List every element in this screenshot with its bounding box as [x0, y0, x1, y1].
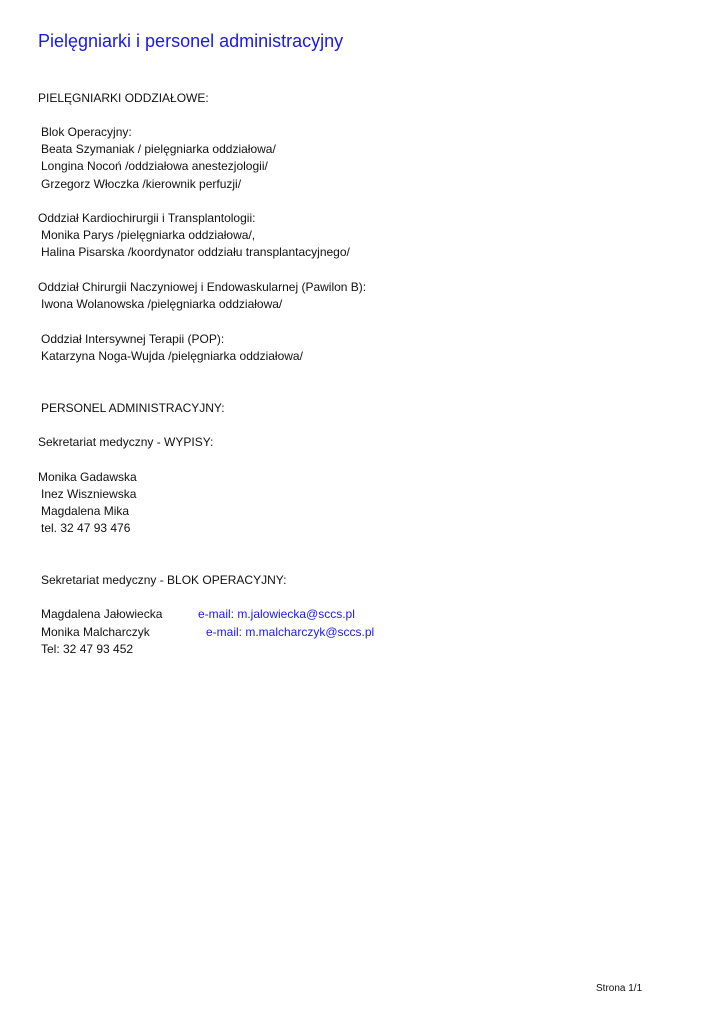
staff-line: Katarzyna Noga-Wujda /pielęgniarka oddziałowa/: [41, 349, 303, 363]
nurses-heading: PIELĘGNIARKI ODDZIAŁOWE:: [38, 91, 209, 105]
email-link[interactable]: e-mail: m.jalowiecka@sccs.pl: [198, 607, 355, 621]
vascular-surgery-heading: Oddział Chirurgii Naczyniowej i Endowaskularnej (Pawilon B):: [38, 280, 367, 294]
operating-block-heading: Blok Operacyjny:: [41, 125, 132, 139]
staff-line: Grzegorz Włoczka /kierownik perfuzji/: [41, 177, 242, 191]
intensive-care-heading: Oddział Intersywnej Terapii (POP):: [41, 332, 225, 346]
operating-secretariat-heading: Sekretariat medyczny - BLOK OPERACYJNY:: [41, 573, 287, 587]
staff-line: Monika Malcharczyk: [41, 625, 150, 639]
staff-line: Longina Nocoń /oddziałowa anestezjologii/: [41, 159, 268, 173]
discharge-secretariat-heading: Sekretariat medyczny - WYPISY:: [38, 435, 214, 449]
staff-line: Magdalena Jałowiecka: [41, 607, 163, 621]
staff-line: Monika Gadawska: [38, 470, 137, 484]
phone-number: Tel: 32 47 93 452: [41, 642, 134, 656]
staff-line: Inez Wiszniewska: [41, 487, 137, 501]
page-number: Strona 1/1: [596, 983, 643, 994]
page-title: Pielęgniarki i personel administracyjny: [38, 31, 344, 51]
staff-line: Magdalena Mika: [41, 504, 130, 518]
staff-line: Iwona Wolanowska /pielęgniarka oddziałowa/: [41, 297, 283, 311]
cardiac-surgery-heading: Oddział Kardiochirurgii i Transplantologii:: [38, 211, 256, 225]
phone-number: tel. 32 47 93 476: [41, 521, 131, 535]
staff-line: Beata Szymaniak / pielęgniarka oddziałowa/: [41, 142, 276, 156]
staff-line: Monika Parys /pielęgniarka oddziałowa/,: [41, 228, 256, 242]
staff-line: Halina Pisarska /koordynator oddziału transplantacyjnego/: [41, 245, 350, 259]
admin-heading: PERSONEL ADMINISTRACYJNY:: [41, 401, 225, 415]
email-link[interactable]: e-mail: m.malcharczyk@sccs.pl: [206, 625, 375, 639]
